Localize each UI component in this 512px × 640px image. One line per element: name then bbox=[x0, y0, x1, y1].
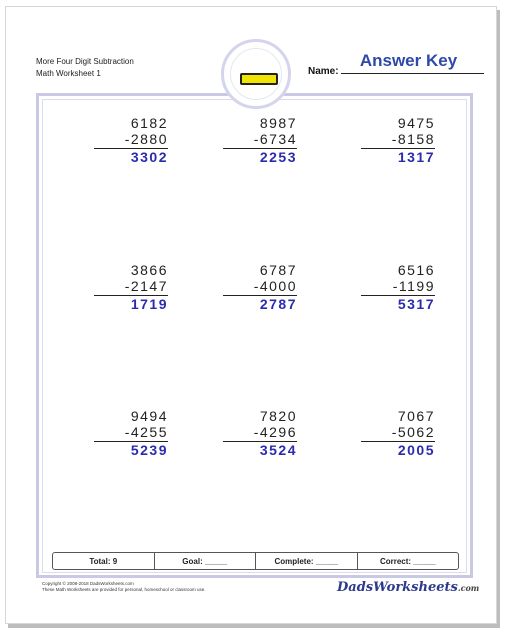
goal-cell: Goal: _____ bbox=[155, 553, 257, 569]
minuend: 6182 bbox=[130, 115, 168, 131]
total-cell: Total: 9 bbox=[53, 553, 155, 569]
answer: 2005 bbox=[397, 442, 435, 458]
problem-3 bbox=[361, 115, 435, 166]
answer: 3524 bbox=[259, 442, 297, 458]
subtrahend: -8158 bbox=[391, 131, 435, 147]
dadsworksheets-logo bbox=[337, 580, 479, 595]
answer-key-title: Answer Key bbox=[359, 51, 458, 70]
answer: 1719 bbox=[130, 296, 168, 312]
copyright-line-1: Copyright © 2008-2018 DadsWorksheets.com bbox=[42, 581, 134, 586]
subtrahend: -4000 bbox=[253, 278, 297, 294]
yellow-bar-icon bbox=[240, 73, 278, 85]
title-line-2: Math Worksheet 1 bbox=[36, 69, 101, 78]
problem-4 bbox=[94, 262, 168, 313]
logo-suffix: .com bbox=[457, 583, 480, 593]
problem-5 bbox=[223, 262, 297, 313]
subtrahend: -2880 bbox=[124, 131, 168, 147]
problem-6 bbox=[361, 262, 435, 313]
complete-cell: Complete: _____ bbox=[256, 553, 358, 569]
emblem-inner-ring bbox=[230, 48, 282, 100]
answer: 1317 bbox=[397, 149, 435, 165]
score-box bbox=[52, 552, 459, 570]
name-line bbox=[341, 73, 484, 74]
answer: 5239 bbox=[130, 442, 168, 458]
problem-2 bbox=[223, 115, 297, 166]
copyright-line-2: These Math Worksheets are provided for personal, homeschool or classroom use. bbox=[42, 587, 206, 592]
copyright-notice bbox=[42, 581, 206, 593]
answer: 2253 bbox=[259, 149, 297, 165]
minuend: 7067 bbox=[397, 408, 435, 424]
subtrahend: -2147 bbox=[124, 278, 168, 294]
worksheet-title bbox=[36, 56, 134, 80]
answer: 5317 bbox=[397, 296, 435, 312]
logo-text: DadsWorksheets bbox=[337, 580, 458, 595]
problem-1 bbox=[94, 115, 168, 166]
minuend: 9494 bbox=[130, 408, 168, 424]
name-label: Name: bbox=[308, 66, 339, 77]
minuend: 8987 bbox=[259, 115, 297, 131]
answer: 2787 bbox=[259, 296, 297, 312]
problems-grid bbox=[36, 110, 473, 470]
minuend: 6787 bbox=[259, 262, 297, 278]
subtrahend: -5062 bbox=[391, 424, 435, 440]
minuend: 7820 bbox=[259, 408, 297, 424]
problem-9 bbox=[361, 408, 435, 459]
problem-8 bbox=[223, 408, 297, 459]
minuend: 6516 bbox=[397, 262, 435, 278]
subtrahend: -4255 bbox=[124, 424, 168, 440]
subtrahend: -6734 bbox=[253, 131, 297, 147]
correct-cell: Correct: _____ bbox=[379, 556, 436, 566]
problem-7 bbox=[94, 408, 168, 459]
level-emblem bbox=[221, 39, 291, 109]
subtrahend: -4296 bbox=[253, 424, 297, 440]
answer: 3302 bbox=[130, 149, 168, 165]
subtrahend: -1199 bbox=[392, 278, 435, 294]
minuend: 9475 bbox=[397, 115, 435, 131]
title-line-1: More Four Digit Subtraction bbox=[36, 57, 134, 66]
minuend: 3866 bbox=[130, 262, 168, 278]
